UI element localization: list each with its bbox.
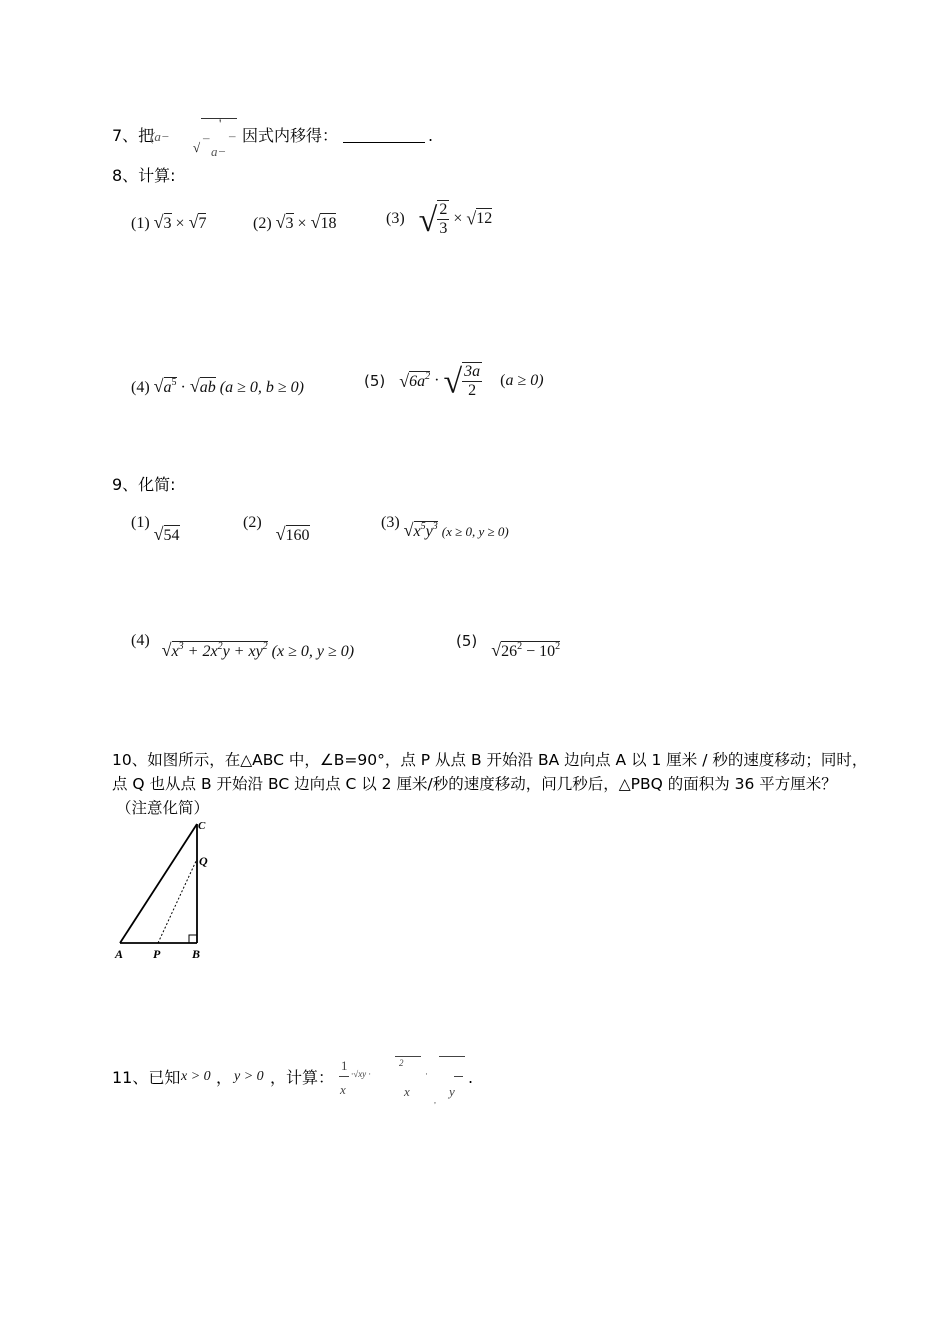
q9-part5: (5) $√26^2 - 10^2$ bbox=[456, 632, 561, 660]
q10-line2: 点 Q 也从点 B 开始沿 BC 边向点 C 以 2 厘米/秒的速度移动，问几秒后，△PBQ 的面积为 36 平方厘米？ bbox=[112, 775, 837, 793]
label-a: A bbox=[115, 947, 124, 961]
q10-triangle-figure bbox=[108, 815, 218, 965]
q9-part4: (4) $√x^3 + 2x^2y + xy^2$ (x ≥ 0, y ≥ 0) bbox=[131, 632, 355, 660]
q11-end: . bbox=[468, 1068, 474, 1087]
q11-expression: 1 x ·√xy · 2 x · , y bbox=[337, 1056, 477, 1102]
q7-label: 7、把 bbox=[112, 126, 155, 145]
q9-part2: (2) √160 bbox=[243, 514, 310, 544]
q7-radical: ' – √ a− – bbox=[193, 116, 236, 159]
q10-line1: 10、如图所示，在△ABC 中，∠B=90°，点 P 从点 B 开始沿 BA 边向点 A 以 1 厘米 / 秒的速度移动；同时， bbox=[112, 751, 868, 769]
q8-part5: (5) $√6a^2$ · √ $\frac{3a}{2}$ (a ≥ 0) bbox=[364, 363, 544, 401]
q8-part3: (3) √ $\frac{2}{3}$ × √12 bbox=[386, 201, 493, 239]
segment-pq bbox=[158, 859, 197, 943]
label-q: Q bbox=[199, 854, 208, 868]
label-p: P bbox=[153, 947, 161, 961]
q8-label: 8、计算: bbox=[112, 166, 176, 185]
q7-answer-blank[interactable] bbox=[343, 142, 425, 143]
q9-part3: (3) $√x^5y^3$ (x ≥ 0, y ≥ 0) bbox=[381, 514, 509, 540]
q8-part4: (4) $√a^5 \cdot √ab$ (a ≥ 0, b ≥ 0) bbox=[131, 376, 304, 396]
q7-end: . bbox=[428, 126, 434, 145]
q9-label: 9、化简: bbox=[112, 475, 176, 494]
q7-expr-den: a− bbox=[211, 144, 227, 159]
q11-cond2: y > 0 bbox=[234, 1069, 264, 1084]
q7-after-expr: 因式内移得： bbox=[242, 126, 339, 145]
q8-part1: (1) √3 × √7 bbox=[131, 212, 207, 232]
q7-expr-prefix: (a− bbox=[150, 129, 170, 144]
q11-sep: ， bbox=[216, 1068, 233, 1087]
q11-cond1: x > 0 bbox=[181, 1069, 211, 1084]
q10-line3: （注意化简） bbox=[116, 799, 210, 817]
label-c: C bbox=[198, 820, 206, 832]
label-b: B bbox=[192, 947, 201, 961]
q7-expr-num: ' bbox=[219, 116, 222, 131]
q11-calc: ，计算： bbox=[270, 1068, 335, 1087]
right-angle-mark bbox=[189, 935, 197, 943]
q9-part1: (1) √54 bbox=[131, 514, 180, 544]
q8-part2: (2) √3 × √18 bbox=[253, 212, 337, 232]
q11-label: 11、已知 bbox=[112, 1068, 181, 1087]
